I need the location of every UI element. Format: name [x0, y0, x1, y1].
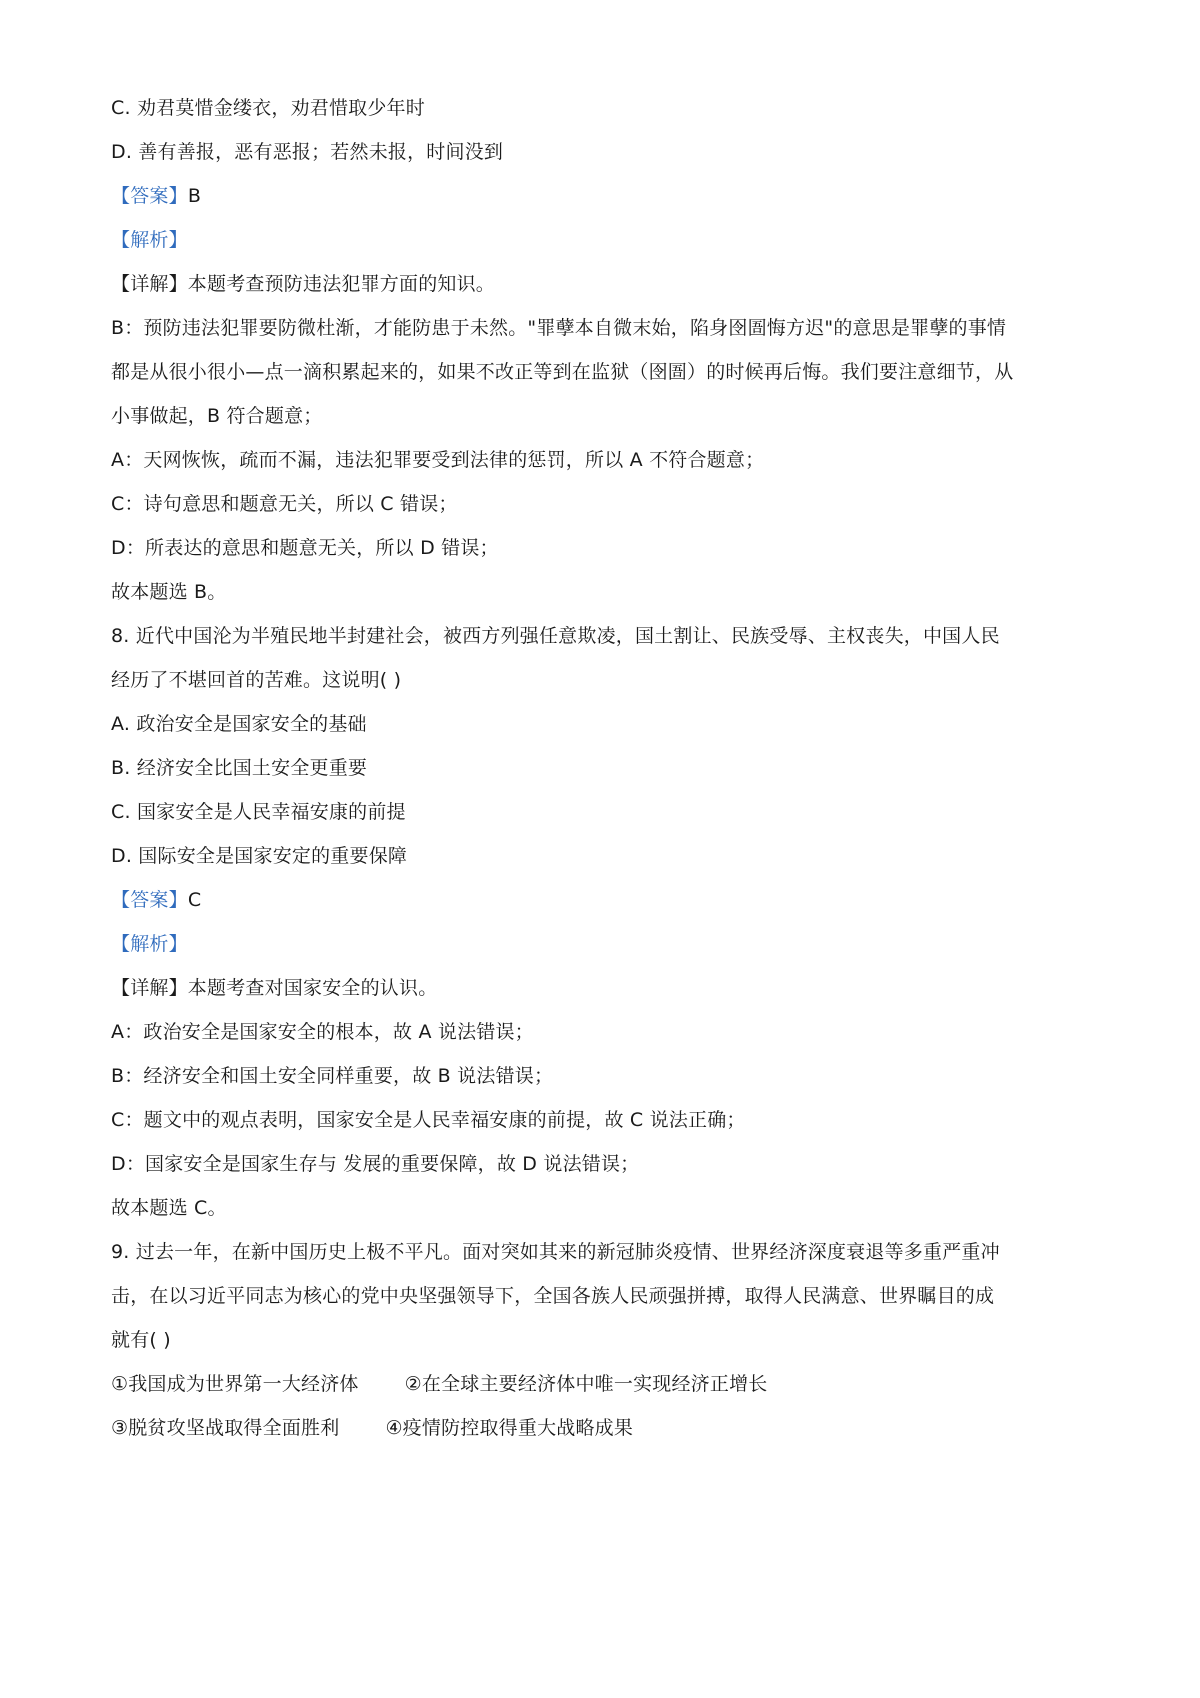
q8-stem-line-2: 经历了不堪回首的苦难。这说明( ): [111, 669, 402, 691]
q9-stem-line-1: 9. 过去一年，在新中国历史上极不平凡。面对突如其来的新冠肺炎疫情、世界经济深度衰退等多重严重冲: [111, 1241, 1000, 1263]
q9-stem-line-3: 就有( ): [111, 1329, 171, 1351]
answer-value: B: [187, 185, 202, 207]
q8-stem-line-1: 8. 近代中国沦为半殖民地半封建社会，被西方列强任意欺凌，国土割让、民族受辱、主权丧失，中国人民: [111, 625, 1000, 647]
q7-explain-b-line-1: B：预防违法犯罪要防微杜渐，才能防患于未然。"罪孽本自微末始，陷身囹圄悔方迟"的意思是罪孽的事情: [111, 317, 1007, 339]
q8-analysis-label: 【解析】: [111, 933, 188, 955]
answer-value: C: [187, 889, 202, 911]
q8-detail: 【详解】本题考查对国家安全的认识。: [111, 977, 438, 999]
q9-stem-line-2: 击，在以习近平同志为核心的党中央坚强领导下，全国各族人民顽强拼搏，取得人民满意、世界瞩目的成: [111, 1285, 995, 1307]
answer-label: 【答案】: [111, 185, 188, 207]
q9-item-1: ①我国成为世界第一大经济体: [111, 1373, 359, 1395]
q7-explain-a: A：天网恢恢，疏而不漏，违法犯罪要受到法律的惩罚，所以 A 不符合题意；: [111, 449, 765, 471]
q7-conclusion: 故本题选 B。: [111, 581, 227, 603]
q9-items-row-2: [111, 1414, 1111, 1442]
q8-option-d: D. 国际安全是国家安定的重要保障: [111, 845, 408, 867]
q7-explain-b-line-3: 小事做起，B 符合题意；: [111, 405, 323, 427]
q8-explain-c: C：题文中的观点表明，国家安全是人民幸福安康的前提，故 C 说法正确；: [111, 1109, 746, 1131]
answer-label: 【答案】: [111, 889, 188, 911]
q8-explain-d: D：国家安全是国家生存与 发展的重要保障，故 D 说法错误；: [111, 1153, 640, 1175]
q8-answer: [111, 886, 1111, 914]
q8-conclusion: 故本题选 C。: [111, 1197, 227, 1219]
q7-explain-c: C：诗句意思和题意无关，所以 C 错误；: [111, 493, 458, 515]
q9-item-4: ④疫情防控取得重大战略成果: [385, 1417, 634, 1439]
q8-option-a: A. 政治安全是国家安全的基础: [111, 713, 367, 735]
q8-option-b: B. 经济安全比国土安全更重要: [111, 757, 368, 779]
q7-option-d: D. 善有善报，恶有恶报；若然未报，时间没到: [111, 141, 504, 163]
q9-items-row-1: [111, 1370, 1111, 1398]
q9-item-3: ③脱贫攻坚战取得全面胜利: [111, 1417, 340, 1439]
q8-explain-b: B：经济安全和国土安全同样重要，故 B 说法错误；: [111, 1065, 554, 1087]
q7-explain-b-line-2: 都是从很小很小—点一滴积累起来的，如果不改正等到在监狱（囹圄）的时候再后悔。我们要注意细节，从: [111, 361, 1014, 383]
q8-option-c: C. 国家安全是人民幸福安康的前提: [111, 801, 406, 823]
q8-explain-a: A：政治安全是国家安全的根本，故 A 说法错误；: [111, 1021, 534, 1043]
q7-analysis-label: 【解析】: [111, 229, 188, 251]
q7-detail: 【详解】本题考查预防违法犯罪方面的知识。: [111, 273, 496, 295]
q7-option-c: C. 劝君莫惜金缕衣，劝君惜取少年时: [111, 97, 425, 119]
q7-answer: [111, 182, 1111, 210]
q9-item-2: ②在全球主要经济体中唯一实现经济正增长: [404, 1373, 768, 1395]
q7-explain-d: D：所表达的意思和题意无关，所以 D 错误；: [111, 537, 499, 559]
